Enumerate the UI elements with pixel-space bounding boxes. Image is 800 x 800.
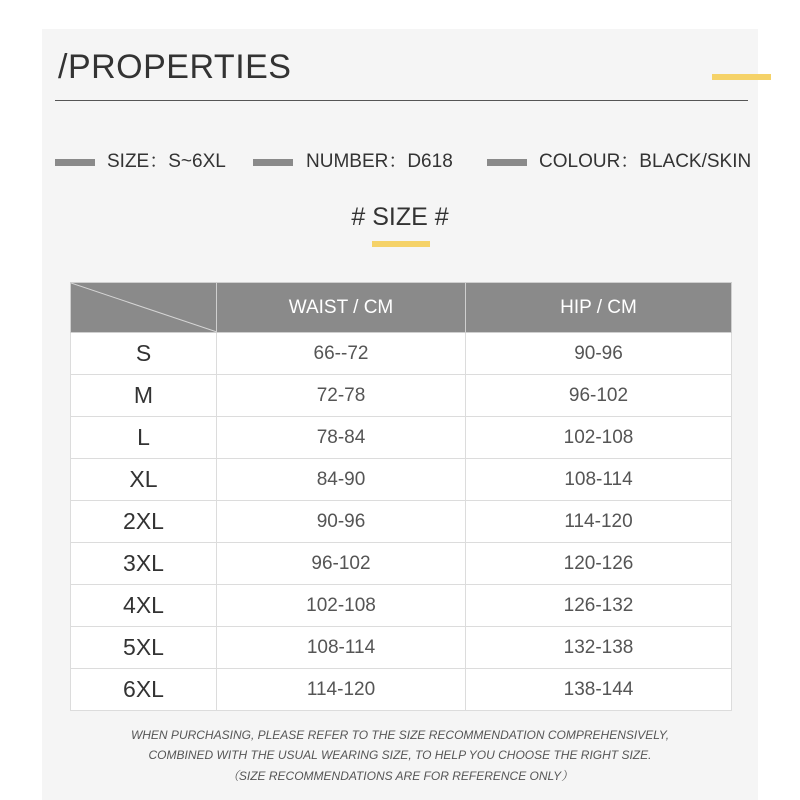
- table-row: [71, 669, 732, 711]
- waist-value: 78-84: [217, 417, 466, 459]
- hip-value: 114-120: [466, 501, 732, 543]
- size-label: 5XL: [71, 627, 217, 669]
- waist-value: 72-78: [217, 375, 466, 417]
- title-accent-bar: [712, 74, 771, 80]
- page-title: /PROPERTIES: [58, 48, 292, 86]
- hip-value: 90-96: [466, 333, 732, 375]
- column-header-hip: HIP / CM: [466, 283, 732, 333]
- waist-value: 108-114: [217, 627, 466, 669]
- corner-cell: [71, 283, 217, 333]
- table-row: [71, 459, 732, 501]
- property-marker: [55, 159, 95, 166]
- size-label: 6XL: [71, 669, 217, 711]
- table-row: [71, 375, 732, 417]
- waist-value: 114-120: [217, 669, 466, 711]
- table-row: [71, 333, 732, 375]
- table-row: [71, 627, 732, 669]
- note-line-1: WHEN PURCHASING, PLEASE REFER TO THE SIZE RECOMMENDATION COMPREHENSIVELY,: [130, 728, 670, 742]
- table-header-row: [71, 283, 732, 333]
- waist-value: 84-90: [217, 459, 466, 501]
- waist-value: 66--72: [217, 333, 466, 375]
- hip-value: 126-132: [466, 585, 732, 627]
- table-row: [71, 543, 732, 585]
- size-label: 3XL: [71, 543, 217, 585]
- table-row: [71, 417, 732, 459]
- property-colour: COLOUR：BLACK/SKIN: [539, 151, 752, 172]
- waist-value: 102-108: [217, 585, 466, 627]
- hip-value: 102-108: [466, 417, 732, 459]
- size-label: 4XL: [71, 585, 217, 627]
- hip-value: 108-114: [466, 459, 732, 501]
- property-size: SIZE：S~6XL: [107, 151, 226, 172]
- diagonal-line-icon: [71, 283, 217, 332]
- size-label: M: [71, 375, 217, 417]
- column-header-waist: WAIST / CM: [217, 283, 466, 333]
- hip-value: 138-144: [466, 669, 732, 711]
- property-marker: [487, 159, 527, 166]
- hip-value: 132-138: [466, 627, 732, 669]
- property-marker: [253, 159, 293, 166]
- size-label: 2XL: [71, 501, 217, 543]
- size-label: L: [71, 417, 217, 459]
- waist-value: 96-102: [217, 543, 466, 585]
- hip-value: 120-126: [466, 543, 732, 585]
- property-number: NUMBER：D618: [306, 151, 453, 172]
- waist-value: 90-96: [217, 501, 466, 543]
- note-line-2: COMBINED WITH THE USUAL WEARING SIZE, TO HELP YOU CHOOSE THE RIGHT SIZE.: [148, 748, 652, 762]
- note-line-3: （SIZE RECOMMENDATIONS ARE FOR REFERENCE ONLY）: [226, 769, 574, 783]
- size-label: XL: [71, 459, 217, 501]
- size-accent-bar: [372, 241, 430, 247]
- size-label: S: [71, 333, 217, 375]
- size-section-title: # SIZE #: [351, 203, 449, 231]
- table-row: [71, 501, 732, 543]
- title-divider: [55, 100, 748, 101]
- size-chart-table: [70, 282, 732, 711]
- hip-value: 96-102: [466, 375, 732, 417]
- table-row: [71, 585, 732, 627]
